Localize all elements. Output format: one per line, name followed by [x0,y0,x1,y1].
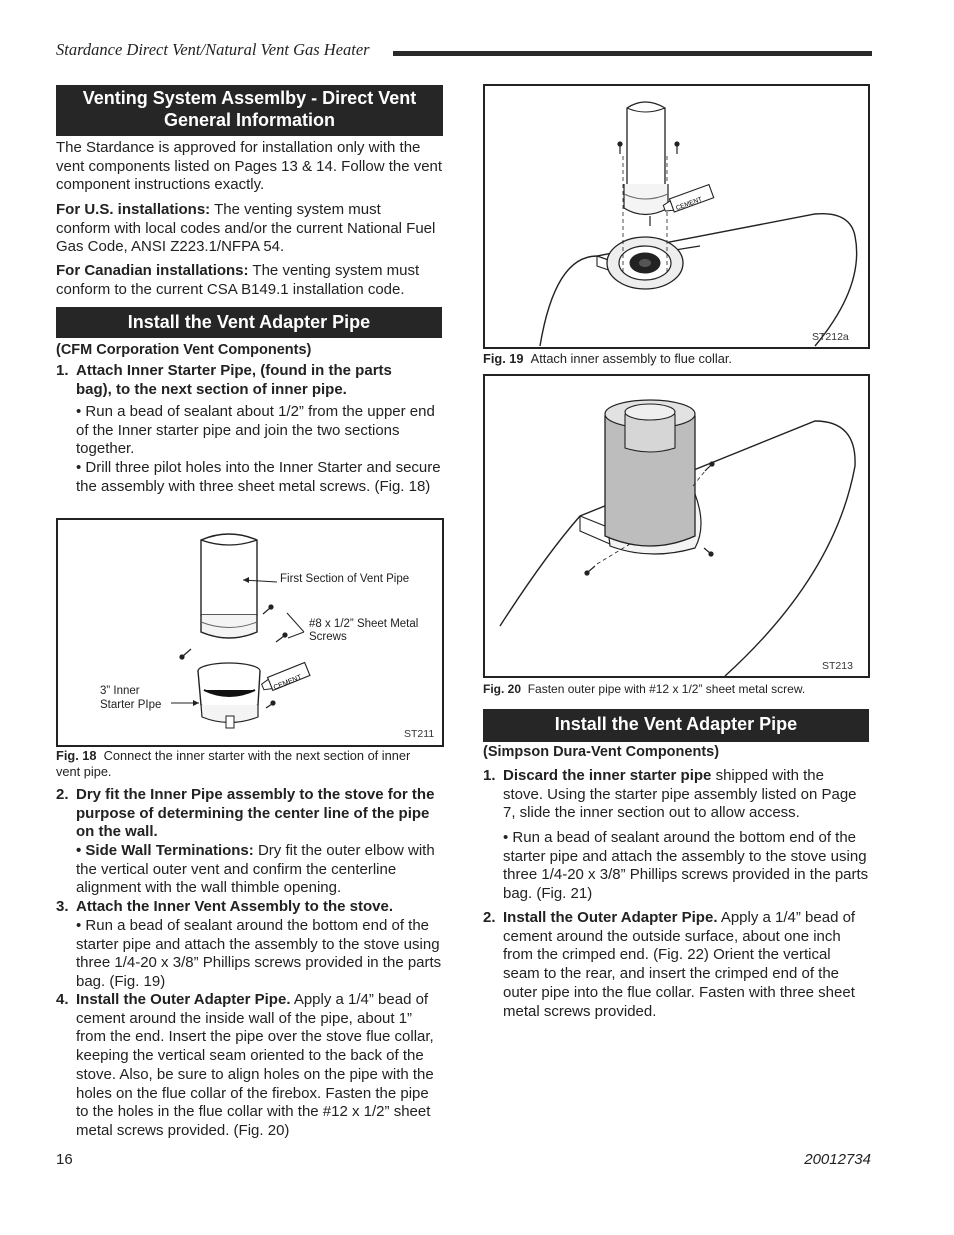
side-wall-text: Dry fit the outer elbow with the vertical outer vent and confirm the centerline alignment with the wall thimble opening. [76,842,435,897]
simpson-subheading: (Simpson Dura-Vent Components) [483,744,720,760]
fig18-code: ST211 [404,728,435,740]
step-body [503,767,867,823]
step-text: Apply a 1/4” bead of cement around the outside surface, about one inch from the crimped end. (Fig. 22) Orient the vertical seam to the rear, and insert the crimped end of the outer pipe into the flue collar. Fasten with three sheet metal screws provided. [503,909,856,1020]
cfm-subheading: (CFM Corporation Vent Components) [56,342,312,358]
us-label: For U.S. installations: [56,201,211,218]
step-title: Install the Outer Adapter Pipe. [76,991,291,1008]
step-title: Attach Inner Starter Pipe, (found in the parts bag), to the next section of inner pipe. [76,362,392,398]
step-body [503,909,869,1021]
fig18-label-starter-2: Starter PIpe [100,699,162,711]
step-number: 3. [56,898,69,915]
header-rule [393,51,872,56]
step-2-side-wall [76,842,444,898]
us-installations-paragraph [56,201,436,257]
intro-paragraph: The Stardance is approved for installation only with the vent components listed on Pages 13 & 14. Follow the vent component instructions exactly. [56,139,443,194]
us-text: The venting system must conform with local codes and/or the current National Fuel Gas Code, ANSI Z223.1/NFPA 54. [56,201,436,256]
fig20-caption-text: Fasten outer pipe with #12 x 1/2” sheet metal screw. [527,682,806,696]
step-title: Attach the Inner Vent Assembly to the stove. [76,898,394,915]
step-title: Discard the inner starter pipe [503,767,712,784]
cement-label: CEMENT [272,673,303,692]
document-number: 20012734 [804,1151,871,1168]
page-number: 16 [56,1151,73,1168]
section-banner-install-simpson: Install the Vent Adapter Pipe [483,709,869,742]
step-title: Dry fit the Inner Pipe assembly to the stove for the purpose of determining the center line of the pipe on the wall. [76,786,435,841]
section-banner-install-cfm: Install the Vent Adapter Pipe [56,307,442,338]
step-2-simpson [483,909,869,1021]
fig18-label-screws: #8 x 1/2” Sheet Metal Screws [309,618,419,643]
step-text: Apply a 1/4” bead of cement around the inside wall of the pipe, about 1” from the end. Insert the pipe over the stove flue collar, keeping the vertical seam oriented to the back of the stove. Also, be sure to align holes on the pipe with the holes on the flue collar of the firebox. Fasten the pipe to the holes in the flue collar with the #12 x 1/2” sheet metal screws provided. (Fig. 20) [76,991,434,1139]
step-1-cfm [56,362,444,402]
step-1-simpson-bullet: • Run a bead of sealant around the bottom end of the starter pipe and attach the assembly to the stove using three 1/4-20 x 3/8” Phillips screws provided in the parts bag. (Fig. 21) [503,829,869,903]
fig20-caption [483,681,869,697]
step-number: 1. [483,767,496,784]
step-text: shipped with the stove. Using the starter pipe assembly listed on Page 7, slide the inner section out to allow access. [503,767,857,822]
fig18-caption [56,748,436,780]
fig18-label-first-section: First Section of Vent Pipe [280,573,410,585]
fig18-caption-label: Fig. 18 [56,748,97,763]
fig19-cement-label: CEMENT [675,196,704,212]
figure-19 [483,84,870,349]
fig19-code: ST212a [812,331,849,343]
step-number: 2. [56,786,69,803]
fig19-caption [483,351,869,367]
step-3-attach-inner [56,898,444,918]
canada-text: The venting system must conform to the current CSA B149.1 installation code. [56,262,420,298]
fig20-illustration [485,376,868,676]
figure-20 [483,374,870,678]
fig18-caption-text: Connect the inner starter with the next section of inner vent pipe. [56,748,411,779]
step-1-bullet-1: • Run a bead of sealant about 1/2” from the upper end of the Inner starter pipe and join the two sections together. [76,403,435,458]
fig20-caption-label: Fig. 20 [483,682,522,696]
fig20-code: ST213 [822,660,853,672]
step-number: 2. [483,909,496,926]
banner-line-2: General Information [163,110,336,130]
banner-line-1: Venting System Assemlby - Direct Vent [82,88,417,108]
step-3-bullet-1: • Run a bead of sealant around the bottom end of the starter pipe and attach the assembly to the stove using three 1/4-20 x 3/8” Phillips screws provided in the parts bag. (Fig. 19) [76,917,442,991]
step-number: 1. [56,362,69,379]
step-1-bullet-2: • Drill three pilot holes into the Inner Starter and secure the assembly with three sheet metal screws. (Fig. 18) [76,459,441,495]
step-title: Install the Outer Adapter Pipe. [503,909,718,926]
fig18-label-starter-1: 3” Inner [100,685,140,697]
step-number: 4. [56,991,69,1008]
step-4-outer-adapter [56,991,444,1141]
fig19-caption-text: Attach inner assembly to flue collar. [530,351,732,366]
fig19-caption-label: Fig. 19 [483,351,524,366]
running-header: Stardance Direct Vent/Natural Vent Gas Heater [56,40,370,59]
canada-installations-paragraph [56,262,444,299]
step-2-dry-fit [56,786,444,844]
step-1-simpson [483,767,869,823]
section-banner-general [56,85,443,136]
figure-18 [56,518,444,747]
canada-label: For Canadian installations: [56,262,249,279]
step-body [76,991,442,1141]
side-wall-label: • Side Wall Terminations: [76,842,254,859]
fig19-illustration [485,86,868,347]
